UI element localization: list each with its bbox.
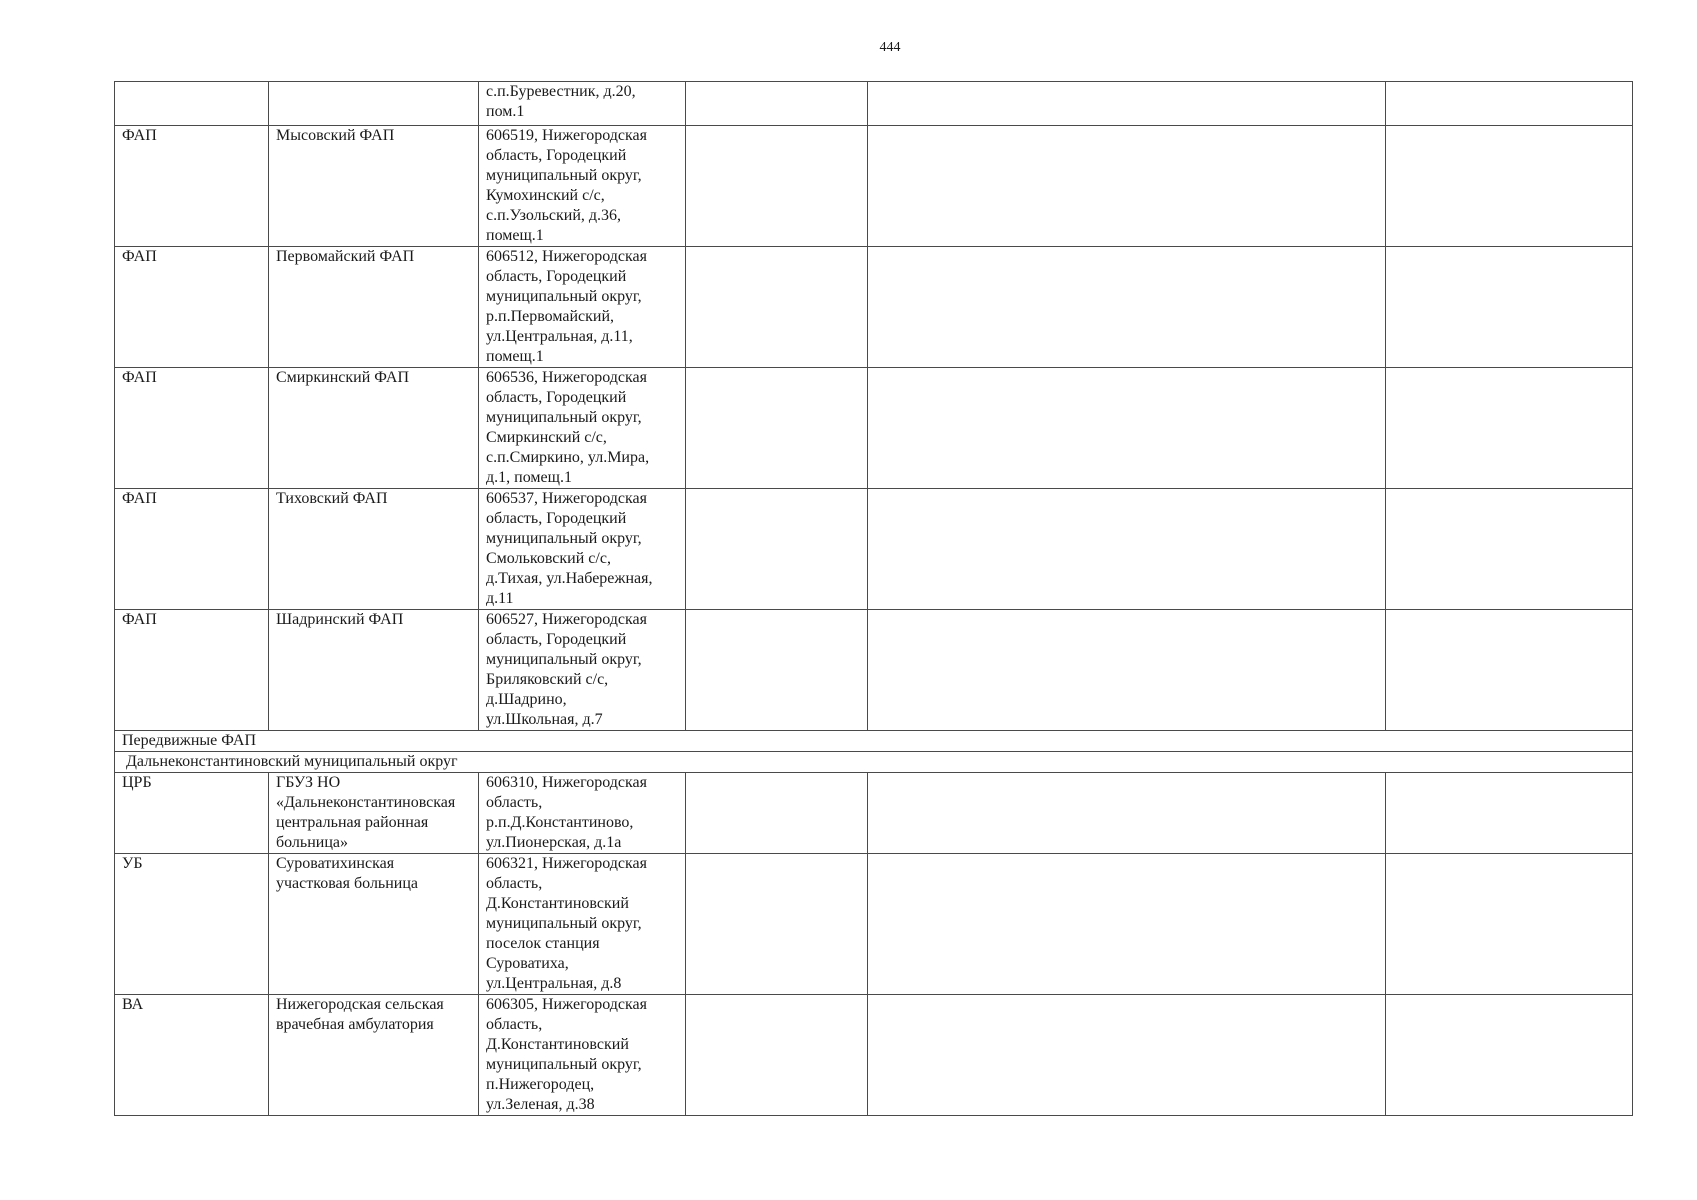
cell-address: 606536, Нижегородская область, Городецкий муниципальный округ, Смиркинский с/с, с.п.Смиркино, ул.Мира, д.1, помещ.1 — [479, 368, 686, 489]
cell-empty — [868, 126, 1386, 247]
cell-empty — [1386, 82, 1633, 126]
table-row — [115, 82, 1633, 126]
cell-address: 606512, Нижегородская область, Городецкий муниципальный округ, р.п.Первомайский, ул.Центральная, д.11, помещ.1 — [479, 247, 686, 368]
cell-empty — [686, 610, 868, 731]
cell-name: ГБУЗ НО «Дальнеконстантиновская центральная районная больница» — [269, 773, 479, 854]
cell-type: ФАП — [115, 610, 269, 731]
cell-address: 606321, Нижегородская область, Д.Константиновский муниципальный округ, поселок станция Суроватиха, ул.Центральная, д.8 — [479, 854, 686, 995]
section-mobile-fap: Передвижные ФАП — [115, 731, 1633, 752]
cell-empty — [1386, 489, 1633, 610]
table-row — [115, 610, 1633, 731]
page-number: 444 — [879, 40, 901, 55]
cell-empty — [868, 247, 1386, 368]
cell-address: 606527, Нижегородская область, Городецкий муниципальный округ, Бриляковский с/с, д.Шадрино, ул.Школьная, д.7 — [479, 610, 686, 731]
cell-empty — [1386, 247, 1633, 368]
cell-name: Смиркинский ФАП — [269, 368, 479, 489]
cell-empty — [686, 995, 868, 1116]
cell-address: 606537, Нижегородская область, Городецкий муниципальный округ, Смольковский с/с, д.Тихая, ул.Набережная, д.11 — [479, 489, 686, 610]
cell-type: ФАП — [115, 368, 269, 489]
cell-type: ЦРБ — [115, 773, 269, 854]
cell-address: 606310, Нижегородская область, р.п.Д.Константиново, ул.Пионерская, д.1а — [479, 773, 686, 854]
cell-empty — [868, 82, 1386, 126]
cell-name: Суроватихинская участковая больница — [269, 854, 479, 995]
cell-empty — [686, 854, 868, 995]
cell-empty — [686, 368, 868, 489]
cell-type: УБ — [115, 854, 269, 995]
cell-address: 606305, Нижегородская область, Д.Константиновский муниципальный округ, п.Нижегородец, ул.Зеленая, д.38 — [479, 995, 686, 1116]
cell-empty — [1386, 854, 1633, 995]
cell-type: ФАП — [115, 126, 269, 247]
cell-name: Шадринский ФАП — [269, 610, 479, 731]
cell-empty — [868, 610, 1386, 731]
cell-empty — [686, 489, 868, 610]
cell-name: Мысовский ФАП — [269, 126, 479, 247]
cell-empty — [1386, 610, 1633, 731]
section-row — [115, 731, 1633, 752]
table-row — [115, 773, 1633, 854]
cell-empty — [686, 82, 868, 126]
cell-empty — [686, 247, 868, 368]
table-row — [115, 247, 1633, 368]
cell-empty — [686, 773, 868, 854]
cell-empty — [868, 489, 1386, 610]
cell-empty — [868, 854, 1386, 995]
table-row — [115, 995, 1633, 1116]
section-row — [115, 752, 1633, 773]
cell-type: ФАП — [115, 247, 269, 368]
section-district: Дальнеконстантиновский муниципальный округ — [115, 752, 1633, 773]
cell-type: ФАП — [115, 489, 269, 610]
cell-empty — [1386, 995, 1633, 1116]
cell-name: Тиховский ФАП — [269, 489, 479, 610]
cell-empty — [686, 126, 868, 247]
cell-address: с.п.Буревестник, д.20, пом.1 — [479, 82, 686, 126]
cell-empty — [1386, 126, 1633, 247]
table-row — [115, 126, 1633, 247]
facilities-table — [114, 81, 1633, 1116]
table-row — [115, 489, 1633, 610]
cell-empty — [1386, 368, 1633, 489]
cell-empty — [868, 995, 1386, 1116]
cell-empty — [868, 368, 1386, 489]
table-row — [115, 368, 1633, 489]
cell-type: ВА — [115, 995, 269, 1116]
cell-empty — [868, 773, 1386, 854]
cell-name — [269, 82, 479, 126]
cell-type — [115, 82, 269, 126]
table-row — [115, 854, 1633, 995]
cell-name: Первомайский ФАП — [269, 247, 479, 368]
cell-empty — [1386, 773, 1633, 854]
cell-address: 606519, Нижегородская область, Городецкий муниципальный округ, Кумохинский с/с, с.п.Узольский, д.36, помещ.1 — [479, 126, 686, 247]
cell-name: Нижегородская сельская врачебная амбулатория — [269, 995, 479, 1116]
